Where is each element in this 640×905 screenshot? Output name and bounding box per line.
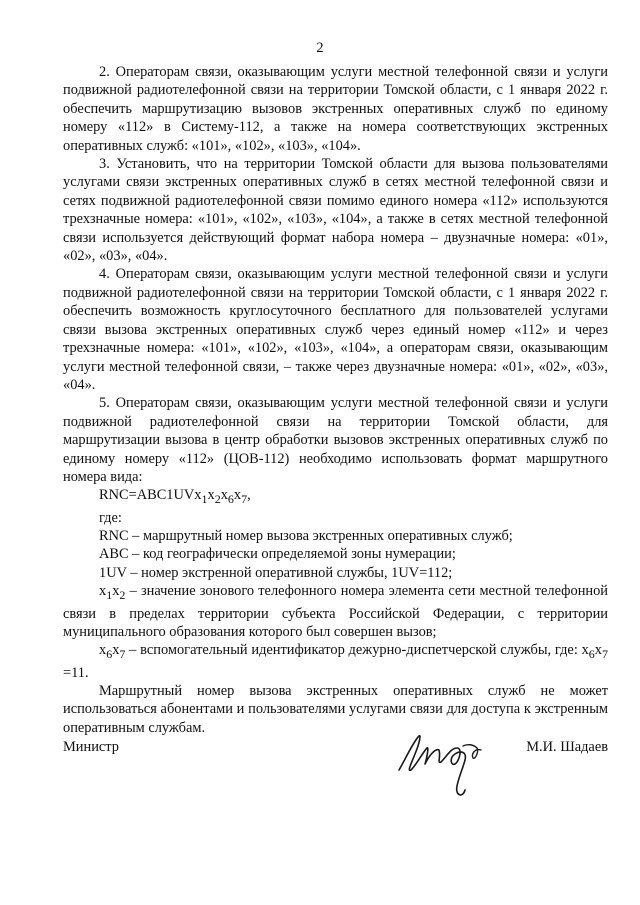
signer-name: М.И. Шадаев <box>526 739 608 755</box>
definition-x1x2: $x_1x_2$ – значение зонового телефонного номера элемента сети местной телефонной связи в пределах территории субъекта Российской Федерации, с территории муниципального образования которого был совершен вызов; <box>63 583 608 640</box>
closing-paragraph: Маршрутный номер вызова экстренных оперативных служб не может использоваться абонентами и пользователями услугами связи для доступа к экстренным оперативным службам. <box>63 683 608 736</box>
signature-block <box>63 738 608 808</box>
definition-x6x7: $x_6x_7$ – вспомогательный идентификатор дежурно-диспетчерской службы, где: $x_6x_7 =11$. <box>63 642 608 681</box>
definition-1uv: 1UV – номер экстренной оперативной службы, 1UV=112; <box>99 564 453 581</box>
definition-rnc: RNC – маршрутный номер вызова экстренных оперативных служб; <box>99 528 513 545</box>
handwritten-signature <box>393 728 503 803</box>
paragraph-3: 3. Установить, что на территории Томской области для вызова пользователями услугами связи экстренных оперативных служб в сетях местной телефонной связи и сетях подвижной радиотелефонной связи помимо единого номера «112» используются трехзначные номера: «101», «102», «103», «104», а также в сетях местной телефонной связи используется действующий формат набора номера – двузначные номера: «01», «02», «03», «04». <box>63 156 608 265</box>
paragraph-2: 2. Операторам связи, оказывающим услуги местной телефонной связи и услуги подвижной радиотелефонной связи на территории Томской области, с 1 января 2022 г. обеспечить маршрутизацию вызовов экстренных оперативных служб по единому номеру «112» в Систему-112, а также на номера соответствующих экстренных оперативных служб: «101», «102», «103», «104». <box>63 64 608 154</box>
signer-title: Министр <box>63 739 119 755</box>
paragraph-5: 5. Операторам связи, оказывающим услуги местной телефонной связи и услуги подвижной радиотелефонной связи на территории Томской области, для маршрутизации вызова в центр обработки вызовов экстренных оперативных служб по единому номеру «112» (ЦОВ-112) необходимо использовать формат маршрутного номера вида: <box>63 395 608 485</box>
paragraph-4: 4. Операторам связи, оказывающим услуги местной телефонной связи и услуги подвижной радиотелефонной связи на территории Томской области, с 1 января 2022 г. обеспечить возможность круглосуточного бесплатного для пользователей услугами связи вызова экстренных оперативных служб через единый номер «112» и через трехзначные номера: «101», «102», «103», «104», а операторам связи, оказывающим услуги местной телефонной связи, – также через двузначные номера: «01», «02», «03», «04». <box>63 266 608 393</box>
where-label: где: <box>99 509 122 526</box>
routing-number-formula: $RNC=ABC1UVx_1x_2x_6x_7$, <box>99 487 251 507</box>
definition-abc: ABC – код географически определяемой зоны нумерации; <box>99 546 456 563</box>
page-number: 2 <box>316 40 324 56</box>
document-body <box>63 63 608 737</box>
